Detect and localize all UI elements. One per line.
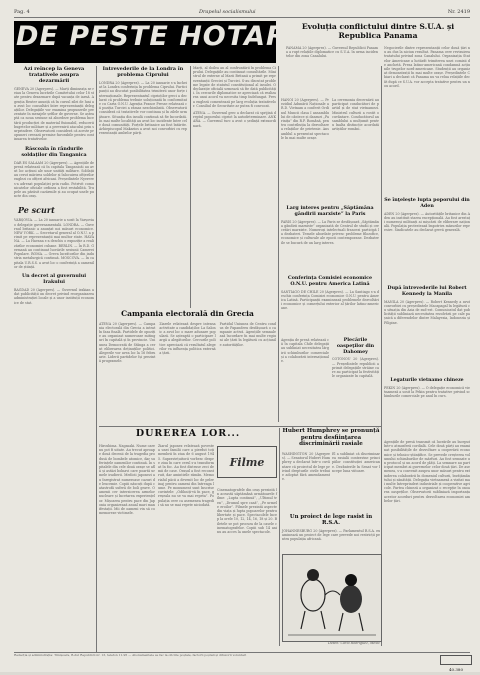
section-rule bbox=[99, 426, 381, 427]
column-1 bbox=[14, 66, 94, 652]
article-text: Partidul Uniunea de Centru condus de Papandreu desfășoară o campanie activă. Agențiile semnalează încordare în mai multe regiuni ale țării în legătură cu acțiunile autorităților. bbox=[219, 321, 276, 347]
banner-title: DE PESTE HOTARE bbox=[16, 21, 308, 52]
column-4c bbox=[281, 338, 329, 424]
parinita-article bbox=[281, 66, 379, 96]
aden-article bbox=[384, 198, 470, 284]
column-4a bbox=[281, 98, 329, 203]
newspaper-name: Drapelul socialismului bbox=[199, 9, 256, 15]
headline-onu: Conferința Comisiei economice O.N.U. pentru America Latină bbox=[287, 275, 373, 287]
page-header bbox=[14, 7, 470, 17]
issue-number: Nr. 2419 bbox=[447, 9, 470, 15]
column-6a bbox=[384, 46, 470, 196]
headline-paris: Larg interes pentru „Săptămâna gândirii marxiste” la Paris bbox=[286, 205, 374, 217]
article-text: Cinematografele din oraș prezintă în această săptămână următoarele filme: „Lupta continuă”, „Ultimul tren”, „Drumul spre casă”, „Pe urmele eroilor”. Filmele prezintă aspecte din viața și lupta popoarelor pentru libertate și pace. Spectacolele încep la orele 10, 12, 14, 16, 18 și 20. Biletele se pot procura de la casele cinematografelor. Copiii sub 14 ani nu au acces la unele spectacole. bbox=[217, 488, 277, 535]
article-text: Ziarul japonez relatează povestea unei familii care a pierdut toți membrii în ziua de 6 august 1945. Supraviețuitorii vorbesc despre ziua în care cerul s-a transformat în foc. Au fost distruse zeci de mii de case. Orașul a fost reconstruit, dar amintirile rămân. Memorialul păcii a devenit loc de pelerinaj pentru oameni din întreaga lume. Pe monument sunt înscrise cuvintele: „Odihniți-vă în pace, greșeala nu se va mai repeta”. Populația cere ca asemenea tragedii să nu se mai repete niciodată. bbox=[158, 444, 214, 507]
article-text: DAR ES SALAAM 20 (Agerpres). — Agențiile de presă relatează că în capitala Tanganicăi au avut loc acțiuni ale unor unități militare. Soldații au cerut mărirea soldelor și înlocuirea ofițerilor englezi cu ofițeri africani. Președintele Nyerere s-a adresat populației prin radio. Potrivit comunicatelor oficiale ordinea a fost restabilită. Trupele au părăsit cazărmile și au ocupat unele puncte din oraș. bbox=[14, 160, 95, 199]
headline-irak: Un decret al guvernului Irakului bbox=[21, 272, 87, 285]
article-text: ADEN 20 (Agerpres). — Autoritățile britanice din Aden au instituit starea excepțională. Au fost arestați numeroși militanți ai mișcării de eliberare națională. Populația protestează împotriva măsurilor represive. Sindicatele au declarat grevă generală. bbox=[384, 211, 470, 233]
column-3 bbox=[193, 66, 276, 306]
durerea-col-2 bbox=[158, 444, 214, 646]
column-2 bbox=[99, 66, 187, 306]
article-text: PARIS 20 (Agerpres). — La Paris se desfășoară „Săptămâna gândirii marxiste” organizată de Centrul de studii și cercetări marxiste. Numeroși intelectuali francezi participă la dezbateri. Temele abordate privesc probleme filozofice, economice și culturale ale epocii contemporane. Dezbaterile se bucură de un larg interes. bbox=[281, 219, 380, 245]
column-6b bbox=[384, 440, 470, 646]
headline-tanganica: Răscoala în rândurile soldaților din Tanganica bbox=[21, 145, 87, 158]
article-text: HANOI 20 (Agerpres). — Prezidiul Adunării Naționale a R.D. Vietnam a conferit Ordinul Muncii clasa I ansamblului de cântece și dansuri „Parinița” din R.P. Română, pentru contribuția la dezvoltarea relațiilor de prietenie. Ansamblul a prezentat spectacole în mai multe orașe. bbox=[281, 98, 329, 140]
column-rule bbox=[190, 66, 191, 308]
pe-scurt-logo: Pe scurt bbox=[18, 205, 55, 216]
headline-geneva: Azi reîncep la Geneva tratativele asupra dezarmării bbox=[23, 66, 85, 84]
column-4b bbox=[332, 98, 379, 203]
column-rule bbox=[278, 66, 279, 422]
article-text: Negocierile dintre reprezentanții celor două țări nu au dus la niciun rezultat. Panama cere revizuirea tratatului privind zona Canalului. Organizația Statelor Americane a hotărât trimiterea unei comisii de anchetă. Presa latino-americană condamnă acțiunile trupelor nord-americane. Studenții au organizat demonstrații în mai multe orașe. Președintele Chiari a declarat că Panama nu va relua relațiile decât după ce S.U.A. vor accepta tratative pentru un nou acord. bbox=[384, 46, 470, 88]
column-rule bbox=[279, 428, 280, 646]
plecari-article bbox=[332, 338, 379, 424]
headline-rsa: Un proiect de lege rasist în R.S.A. bbox=[289, 514, 373, 527]
cartoon-image bbox=[282, 554, 382, 642]
article-text: ATENA 20 (Agerpres). — Campania electorală din Grecia a intrat în faza finală. Partidele de opoziție au organizat numeroase mitinguri în capitală și în provincie. Uniunea Democrată de Stânga a cerut eliberarea deținuților politici. Alegerile vor avea loc la 16 februarie. Liderii partidelor își prezintă programele. bbox=[99, 321, 156, 364]
headline-aden: Se înţelește lupta poporului din Aden bbox=[384, 197, 470, 209]
kennedy-article bbox=[384, 286, 470, 376]
article-text: PANAMA 20 (Agerpres). — Guvernul Republicii Panama a rupt relațiile diplomatice cu S.U.A. în urma incidentelor din zona Canalului. bbox=[286, 46, 378, 59]
article-text: Agențiile de presă transmit că lucrările au început într-o atmosferă cordială. Cele două părți au examinat posibilitățile de dezvoltare a cooperării economice și tehnico-științifice. Se prevede creșterea volumului schimburilor de mărfuri. Au fost semnate un protocol și un acord de plăți. La semnare au participat membri ai guvernelor celor două țări. De asemenea, s-a convenit asupra unor măsuri pentru extinderea colaborării în domeniul culturii, învățământului și sănătății. Delegația vietnameză a vizitat mai multe întreprinderi industriale și cooperative agricole. Partea chineză a organizat o recepție în onoarea oaspeților. Observatorii subliniază importanța acestor acorduri pentru dezvoltarea economiei ambelor țări. bbox=[384, 440, 470, 503]
chinese-article bbox=[384, 378, 470, 438]
article-text: Ziarele relatează despre intensa activitate a candidaților. La Salonic a avut loc o mare adunare populară. Se așteaptă o participare largă a alegătorilor. Cercurile politice apreciază că rezultatul alegerilor va influența politica externă a țării. bbox=[159, 321, 216, 355]
headline-durerea: DUREREA LOR... bbox=[135, 428, 241, 439]
article-text: PEKIN 20 (Agerpres). — O delegație economică vietnameză a sosit la Pekin pentru tratative privind schimburile comerciale pe anul în curs. bbox=[384, 385, 470, 398]
article-text: VARȘOVIA. — La 20 ianuarie a sosit la Varșovia o delegație guvernamentală. LONDRA. — Guvernul britanic a anunțat noi măsuri economice. NEW YORK. — Secretarul general al O.N.U. a primit pe reprezentanții mai multor state. HAVANA. — La Havana s-a deschis o expoziție a realizărilor economiei cubane. BERLIN. — În R.D. Germană au continuat lucrările sesiunii Camerei Populare. ROMA. — Greva lucrătorilor din industria metalurgică continuă. MOSCOVA. — În capitala U.R.S.S. a avut loc o conferință a oamenilor de știință. bbox=[14, 218, 94, 269]
article-text: JOHANNESBURG 20 (Agerpres). — Parlamentul R.S.A. examinează un proiect de lege care prevede noi restricții pentru populația africană. bbox=[282, 528, 380, 542]
headline-chinese: Legaturile vietnamo chineze bbox=[390, 378, 464, 383]
headline-greece: Campania electorală din Grecia bbox=[121, 309, 254, 318]
page-number: Pag. 4 bbox=[14, 9, 30, 15]
article-text: MANILA 20 (Agerpres). — Robert Kennedy a avut convorbiri cu președintele Macapagal în legătură cu situația din Asia de sud-est. Comunicatul dat publicității subliniază necesitatea rezolvării pe cale pașnică a diferendelor dintre Malayezia, Indonezia și Filipine. bbox=[384, 299, 470, 325]
humphrey-col-2 bbox=[332, 452, 380, 512]
cartoon-caption: Desen: Carlo Rodriguez, Mexic bbox=[328, 641, 380, 645]
greece-article bbox=[99, 310, 276, 424]
article-text: SANTIAGO DE CHILE 20 (Agerpres). — La Santiago s-a deschis conferința Comisiei economice O.N.U. pentru America Latină. Participanții examinează problemele dezvoltării economice și comerțului exterior al țărilor latino-americane. bbox=[281, 289, 379, 311]
article-text: El a subliniat că discriminarea rasială contravine principiilor constituției americane. Dezbaterile în Senat vor începe luna viitoare. bbox=[332, 452, 380, 473]
header-rule bbox=[14, 17, 470, 18]
footer-code: 40.380 bbox=[440, 655, 472, 665]
filme-logo: Filme bbox=[217, 446, 277, 478]
panama-lead bbox=[286, 46, 378, 64]
headline-kennedy: După întrevederile lui Robert Kennedy la Manila bbox=[387, 285, 467, 297]
rsa-article bbox=[282, 514, 380, 552]
paris-article bbox=[281, 206, 379, 274]
section-banner bbox=[14, 21, 308, 63]
article-text: Agenția de presă relatează că în capitala Chile delegații au subliniat necesitatea lărgirii schimburilor comerciale și a colaborării internaționale. bbox=[281, 338, 329, 364]
headline-humphrey: Hubert Humphrey se pronunță pentru desfiinţarea discriminării rasiale bbox=[282, 428, 380, 448]
durerea-header bbox=[99, 428, 277, 442]
article-text: BAGDAD 20 (Agerpres). — Guvernul irakian a dat publicității un decret privind reorganizarea administrației locale și a unor instituții economice de stat. bbox=[14, 287, 94, 305]
headline-plecari: Plecările oaspeţilor din Dahomey bbox=[336, 337, 375, 355]
cartoon-drawing bbox=[283, 555, 381, 641]
article-text: GENEVA 20 (Agerpres). — Marți dimineața se reiau la Geneva lucrările Comitetului celor 18 state pentru dezarmare după vacanța de iarnă. Agenția Reuter anunță că în cursul zilei de luni au avut loc consultări între reprezentanții delegațiilor. Delegațiile vor examina propunerile prezentate în mesajele șefilor de guverne. Se așteaptă ca noua sesiune să abordeze problema încetării producției de material fisionabil, reducerii bugetelor militare și a prevenirii atacului prin surprindere. Observatorii consideră că aceste propuneri creează premise favorabile pentru continuarea tratativelor. bbox=[14, 87, 94, 142]
durerea-col-3 bbox=[217, 488, 277, 646]
article-text: La ceremonia decernării au participat conducători de partid și de stat vietnamezi. Ministrul culturii a rostit o cuvântare. Conducătorul ansamblului a mulțumit pentru înalta distincție acordată artiștilor români. bbox=[332, 98, 379, 132]
humphrey-col-1 bbox=[282, 452, 330, 512]
headline-londra: Intrevederile de la Londra în problema Ciprului bbox=[102, 66, 184, 78]
article-text: WASHINGTON 20 (Agerpres). — Senatorul Hubert Humphrey a declarat într-o cuvântare că proiectul de lege privind drepturile civile trebuie adoptat fără amendamente. bbox=[282, 452, 330, 482]
article-text: Marți, al doilea an al confruntării în problema Ciprului. Delegațiile au continuat consultările. Ministrul de externe al Marii Britanii a primit pe reprezentanții Greciei și Turciei. S-au discutat probleme legate de statutul constituțional al insulei. O declarație oficială urmează să fie dată publicității. În cercurile diplomatice se apreciază că realizarea unui acord va necesita timp îndelungat. Presa engleză comentează pe larg evoluția tratativelor. Consiliul de Securitate ar putea fi convocat. bbox=[193, 66, 276, 108]
headline-panama: Evoluția conflictului dintre S.U.A. și Republica Panama bbox=[301, 22, 455, 40]
article-text: ATENA. — Guvernul grec a declarat că sprijină dreptul poporului cipriot la autodeterminare. ANKARA. — Guvernul turc a avut o ședință extraordinară. bbox=[193, 111, 276, 128]
article-text: LONDRA 20 (Agerpres). — La 20 ianuarie s-a încheiat la Londra conferința în problema Ciprului. Participanții au discutat posibilitatea trimiterii unor forțe internaționale. Reprezentantul ciprioților greci a declarat că problema trebuie soluționată în conformitate cu Carta O.N.U. Agenția France Presse relatează că poziția Turciei a rămas neschimbată. Observatorii consideră că tratativele vor continua și în zilele următoare. Situația din insulă continuă să fie încordată. În mai multe localități au avut loc incidente între cele două comunități. Forțele britanice au fost întărite. Arhiepiscopul Makarios a avut noi convorbiri cu reprezentanții ambelor părți. bbox=[99, 81, 187, 136]
article-text: Hiroshima. Nagasaki. Nume care nu pot fi uitate. Au trecut aproape două decenii de la tragedia produsă de bombele atomice, dar suferințele oamenilor continuă. În spitalele din cele două orașe se află și astăzi bolnavi care poartă urmele iradierii. Medicii japonezi au înregistrat numeroase cazuri de leucemie. Copiii născuți după catastrofă suferă de boli grave. Oamenii cer interzicerea armelor nucleare și încetarea experiențelor. Mișcarea pentru pace din Japonia organizează anual mari manifestații. Mii de oameni vin să comemoreze victimele. bbox=[99, 444, 156, 516]
filme-box bbox=[217, 444, 277, 484]
durerea-col-1 bbox=[99, 444, 155, 646]
article-text: COTONOU 20 (Agerpres). — Președintele republicii a primit delegațiile străine care au participat la festivitățile organizate în capitală. bbox=[332, 357, 379, 379]
footer: Redacția și administrația: Timișoara, B-dul Republicii nr. 13, telefon 11-95 — Abonamentele se fac la oficiile poștale, factorii poștali și difuzorii voluntari bbox=[14, 653, 247, 657]
onu-article bbox=[281, 276, 379, 336]
column-rule bbox=[96, 66, 97, 652]
